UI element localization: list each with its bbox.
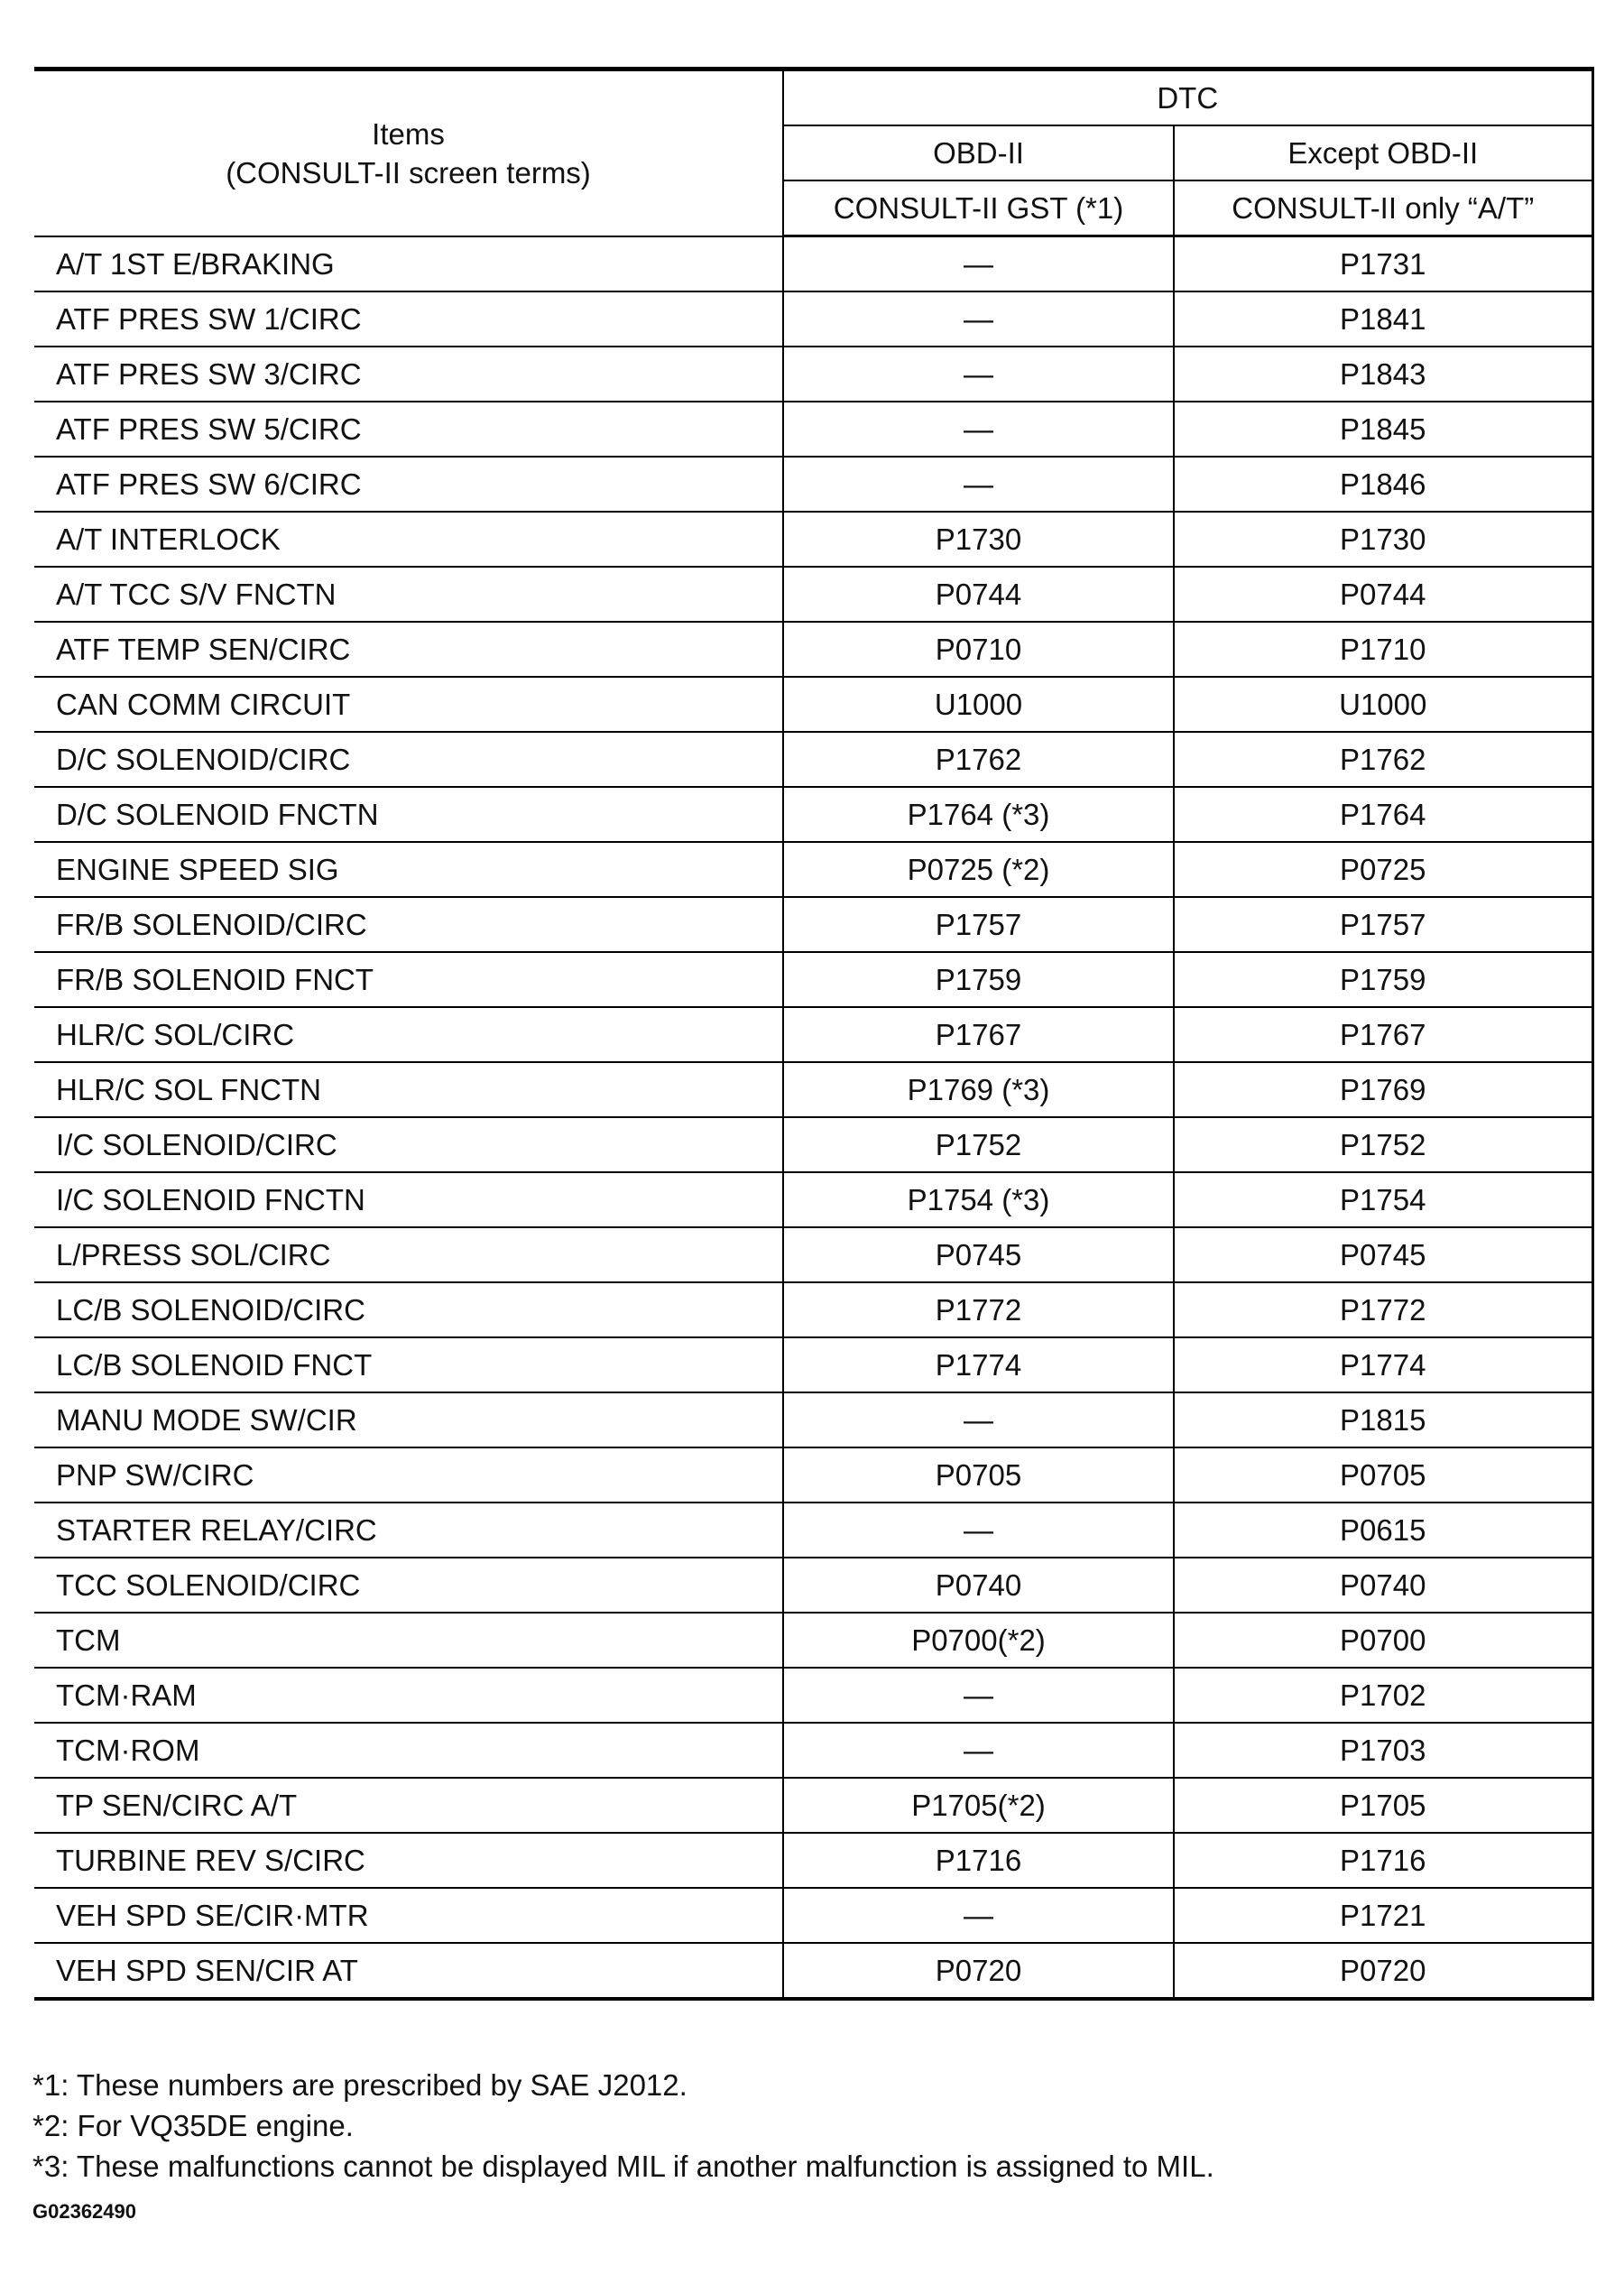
item-name-cell: HLR/C SOL FNCTN: [34, 1062, 783, 1117]
table-row: [34, 1613, 1592, 1668]
obd-code-cell: P1769 (*3): [783, 1062, 1174, 1117]
table-row: [34, 1558, 1592, 1613]
except-obd-code-cell: P1721: [1174, 1888, 1592, 1943]
table-row: [34, 1723, 1592, 1778]
obd-code-cell: —: [783, 457, 1174, 512]
except-obd-code-cell: P1703: [1174, 1723, 1592, 1778]
item-name-cell: MANU MODE SW/CIR: [34, 1392, 783, 1447]
table-row: [34, 1392, 1592, 1447]
except-obd-code-cell: P1845: [1174, 402, 1592, 457]
table-row: [34, 787, 1592, 842]
item-name-cell: TP SEN/CIRC A/T: [34, 1778, 783, 1833]
obd-code-cell: P1752: [783, 1117, 1174, 1172]
except-obd-code-cell: P0745: [1174, 1227, 1592, 1282]
item-name-cell: D/C SOLENOID FNCTN: [34, 787, 783, 842]
except-obd-code-cell: P1841: [1174, 291, 1592, 347]
item-name-cell: ENGINE SPEED SIG: [34, 842, 783, 897]
table-row: [34, 1668, 1592, 1723]
table-row: [34, 347, 1592, 402]
item-name-cell: LC/B SOLENOID FNCT: [34, 1337, 783, 1392]
obd-code-cell: P0740: [783, 1558, 1174, 1613]
item-name-cell: VEH SPD SEN/CIR AT: [34, 1943, 783, 1999]
obd-code-cell: P0745: [783, 1227, 1174, 1282]
item-name-cell: A/T TCC S/V FNCTN: [34, 567, 783, 622]
item-name-cell: TCM: [34, 1613, 783, 1668]
item-name-cell: ATF PRES SW 1/CIRC: [34, 291, 783, 347]
except-obd-code-cell: P1769: [1174, 1062, 1592, 1117]
table-row: [34, 732, 1592, 787]
item-name-cell: PNP SW/CIRC: [34, 1447, 783, 1503]
table-row: [34, 952, 1592, 1007]
except-obd-code-cell: P1705: [1174, 1778, 1592, 1833]
item-name-cell: I/C SOLENOID/CIRC: [34, 1117, 783, 1172]
obd-code-cell: P1764 (*3): [783, 787, 1174, 842]
obd-code-cell: —: [783, 1723, 1174, 1778]
except-obd-code-cell: P0725: [1174, 842, 1592, 897]
table-row: [34, 677, 1592, 732]
except-obd-code-cell: P1710: [1174, 622, 1592, 677]
table-row: [34, 1447, 1592, 1503]
item-name-cell: LC/B SOLENOID/CIRC: [34, 1282, 783, 1337]
consult-only-header: CONSULT-II only “A/T”: [1174, 180, 1592, 236]
items-header: [34, 69, 783, 236]
item-name-cell: TCM·RAM: [34, 1668, 783, 1723]
item-name-cell: VEH SPD SE/CIR·MTR: [34, 1888, 783, 1943]
except-obd-code-cell: P1731: [1174, 236, 1592, 292]
table-row: [34, 291, 1592, 347]
footnote-3: *3: These malfunctions cannot be displayed MIL if another malfunction is assigned to MIL.: [32, 2150, 1214, 2183]
except-obd-code-cell: P1762: [1174, 732, 1592, 787]
item-name-cell: TCC SOLENOID/CIRC: [34, 1558, 783, 1613]
item-name-cell: TURBINE REV S/CIRC: [34, 1833, 783, 1888]
obd-code-cell: P1716: [783, 1833, 1174, 1888]
except-obd-code-cell: P1730: [1174, 512, 1592, 567]
except-obd-code-cell: P0740: [1174, 1558, 1592, 1613]
except-obd-code-cell: P1759: [1174, 952, 1592, 1007]
table-row: [34, 1007, 1592, 1062]
item-name-cell: ATF PRES SW 3/CIRC: [34, 347, 783, 402]
consult-gst-header: CONSULT-II GST (*1): [783, 180, 1174, 236]
table-row: [34, 622, 1592, 677]
items-header-label: Items: [372, 116, 445, 151]
table-row: [34, 457, 1592, 512]
except-obd-code-cell: P1774: [1174, 1337, 1592, 1392]
table-row: [34, 567, 1592, 622]
footnote-2: *2: For VQ35DE engine.: [32, 2109, 354, 2142]
item-name-cell: HLR/C SOL/CIRC: [34, 1007, 783, 1062]
obd-code-cell: P1730: [783, 512, 1174, 567]
table-row: [34, 1503, 1592, 1558]
except-obd-code-cell: P1772: [1174, 1282, 1592, 1337]
table-row: [34, 1778, 1592, 1833]
obd-code-cell: —: [783, 1668, 1174, 1723]
footnotes: [32, 2065, 1602, 2187]
dtc-table-body: [34, 236, 1592, 2000]
obd-code-cell: —: [783, 1888, 1174, 1943]
except-obd-header: Except OBD-II: [1174, 125, 1592, 180]
item-name-cell: FR/B SOLENOID FNCT: [34, 952, 783, 1007]
table-row: [34, 1117, 1592, 1172]
obd-code-cell: P1762: [783, 732, 1174, 787]
item-name-cell: I/C SOLENOID FNCTN: [34, 1172, 783, 1227]
table-row: [34, 1337, 1592, 1392]
obd-code-cell: P1767: [783, 1007, 1174, 1062]
except-obd-code-cell: P0720: [1174, 1943, 1592, 1999]
table-row: [34, 1833, 1592, 1888]
except-obd-code-cell: P1716: [1174, 1833, 1592, 1888]
item-name-cell: ATF PRES SW 6/CIRC: [34, 457, 783, 512]
table-row: [34, 1172, 1592, 1227]
obd-code-cell: P0700(*2): [783, 1613, 1174, 1668]
obd-code-cell: P1759: [783, 952, 1174, 1007]
item-name-cell: FR/B SOLENOID/CIRC: [34, 897, 783, 952]
item-name-cell: STARTER RELAY/CIRC: [34, 1503, 783, 1558]
obd-code-cell: P0705: [783, 1447, 1174, 1503]
obd-code-cell: P1772: [783, 1282, 1174, 1337]
obd-code-cell: P0744: [783, 567, 1174, 622]
except-obd-code-cell: P1754: [1174, 1172, 1592, 1227]
table-row: [34, 1888, 1592, 1943]
header-row-1: [34, 69, 1592, 126]
except-obd-code-cell: P0705: [1174, 1447, 1592, 1503]
table-row: [34, 1943, 1592, 1999]
figure-id: G02362490: [32, 2200, 136, 2223]
except-obd-code-cell: P1815: [1174, 1392, 1592, 1447]
obd-code-cell: —: [783, 1503, 1174, 1558]
obd-code-cell: —: [783, 291, 1174, 347]
item-name-cell: ATF TEMP SEN/CIRC: [34, 622, 783, 677]
except-obd-code-cell: P1846: [1174, 457, 1592, 512]
except-obd-code-cell: P0615: [1174, 1503, 1592, 1558]
obd-code-cell: P1754 (*3): [783, 1172, 1174, 1227]
obd-code-cell: U1000: [783, 677, 1174, 732]
obd-code-cell: —: [783, 236, 1174, 292]
except-obd-code-cell: P0700: [1174, 1613, 1592, 1668]
table-row: [34, 1282, 1592, 1337]
obd-header: OBD-II: [783, 125, 1174, 180]
except-obd-code-cell: U1000: [1174, 677, 1592, 732]
table-row: [34, 1227, 1592, 1282]
item-name-cell: D/C SOLENOID/CIRC: [34, 732, 783, 787]
item-name-cell: TCM·ROM: [34, 1723, 783, 1778]
except-obd-code-cell: P1843: [1174, 347, 1592, 402]
except-obd-code-cell: P1702: [1174, 1668, 1592, 1723]
table-row: [34, 512, 1592, 567]
except-obd-code-cell: P1757: [1174, 897, 1592, 952]
items-header-sublabel: (CONSULT-II screen terms): [226, 155, 591, 190]
except-obd-code-cell: P1752: [1174, 1117, 1592, 1172]
except-obd-code-cell: P1764: [1174, 787, 1592, 842]
item-name-cell: CAN COMM CIRCUIT: [34, 677, 783, 732]
item-name-cell: A/T 1ST E/BRAKING: [34, 236, 783, 292]
obd-code-cell: —: [783, 402, 1174, 457]
table-row: [34, 402, 1592, 457]
except-obd-code-cell: P0744: [1174, 567, 1592, 622]
obd-code-cell: P0725 (*2): [783, 842, 1174, 897]
obd-code-cell: P1705(*2): [783, 1778, 1174, 1833]
obd-code-cell: P1774: [783, 1337, 1174, 1392]
dtc-table: [34, 67, 1594, 2001]
table-row: [34, 897, 1592, 952]
dtc-header: DTC: [783, 69, 1592, 126]
obd-code-cell: —: [783, 347, 1174, 402]
obd-code-cell: P0710: [783, 622, 1174, 677]
obd-code-cell: —: [783, 1392, 1174, 1447]
table-row: [34, 842, 1592, 897]
except-obd-code-cell: P1767: [1174, 1007, 1592, 1062]
item-name-cell: L/PRESS SOL/CIRC: [34, 1227, 783, 1282]
table-row: [34, 1062, 1592, 1117]
obd-code-cell: P1757: [783, 897, 1174, 952]
footnote-1: *1: These numbers are prescribed by SAE J2012.: [32, 2068, 687, 2102]
item-name-cell: A/T INTERLOCK: [34, 512, 783, 567]
item-name-cell: ATF PRES SW 5/CIRC: [34, 402, 783, 457]
obd-code-cell: P0720: [783, 1943, 1174, 1999]
table-row: [34, 236, 1592, 292]
